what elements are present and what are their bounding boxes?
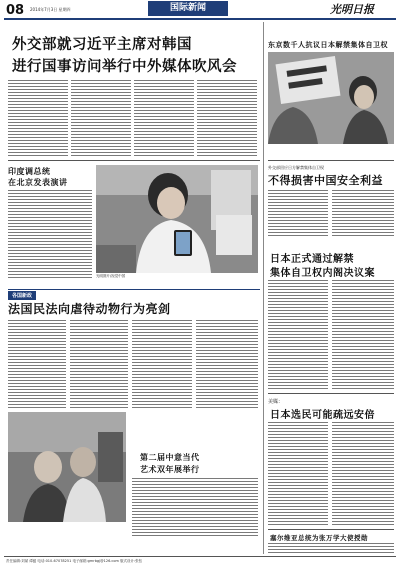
protest-headline: 东京数千人抗议日本解禁集体自卫权 — [268, 40, 388, 49]
protest-photo-art — [268, 52, 394, 144]
story2-headline-1: 日本正式通过解禁 — [270, 254, 354, 265]
story1-body-col-2 — [332, 190, 394, 236]
lead-headline-2: 进行国事访问举行中外媒体吹风会 — [12, 58, 237, 75]
story1-headline: 不得损害中国安全利益 — [268, 174, 383, 187]
page-number: 08 — [6, 3, 25, 18]
newspaper-logo: 光明日报 — [330, 3, 374, 16]
footer-rule — [4, 556, 396, 557]
art-photo-art — [8, 412, 126, 522]
story3-body-col-2 — [332, 422, 394, 526]
india-body — [8, 190, 92, 278]
brief-box-label: 各国新政 — [8, 291, 36, 300]
art-body — [132, 478, 258, 538]
photo-caption: 光明图片/视觉中国 — [96, 274, 126, 278]
lead-body-col-1 — [8, 80, 68, 158]
header-rule — [4, 18, 396, 20]
story2-body-col-2 — [332, 280, 394, 390]
column-divider — [263, 22, 264, 554]
footer-credits: 责任编辑:刘斌 谭蕴 电话:010-67078251 电子邮箱:gmrbgj@126.com 版式设计:张钰 — [6, 559, 143, 563]
law-headline: 法国民法向虐待动物行为亮剑 — [8, 302, 171, 316]
lead-body-col-4 — [197, 80, 257, 158]
story2-headline-2: 集体自卫权内阁决议案 — [270, 268, 375, 279]
photo-caption-block — [96, 274, 260, 286]
law-body-col-1 — [8, 320, 66, 408]
story3-headline: 日本选民可能疏远安倍 — [270, 410, 375, 421]
india-headline-2: 在北京发表演讲 — [8, 177, 68, 187]
law-body-col-2 — [70, 320, 128, 408]
story1-kicker: 外交部回应日方解禁集体自卫权 — [268, 165, 324, 170]
right-rule-3 — [268, 529, 394, 530]
story4-body — [268, 543, 394, 554]
lead-body-col-2 — [71, 80, 131, 158]
art-photo — [8, 412, 126, 522]
story1-body-col-1 — [268, 190, 328, 236]
law-body-col-3 — [132, 320, 192, 408]
right-rule-2 — [268, 393, 394, 394]
story4-headline: 塞尔维亚总统为张万学大使授勋 — [270, 534, 368, 542]
art-photo-caption — [8, 523, 126, 537]
lead-rule — [8, 160, 260, 161]
law-body-col-4 — [196, 320, 258, 408]
date-line: 2014年7月3日 星期四 — [30, 7, 71, 12]
protest-caption — [268, 146, 394, 156]
right-rule-1 — [268, 160, 394, 161]
art-headline-2: 艺术双年展举行 — [140, 464, 200, 474]
shopping-photo — [96, 165, 258, 273]
art-headline-1: 第二届中意当代 — [140, 452, 200, 462]
lead-headline-1: 外交部就习近平主席对韩国 — [12, 36, 192, 53]
brief-rule — [8, 289, 260, 290]
story2-body-col-1 — [268, 280, 328, 390]
section-title: 国际新闻 — [148, 1, 228, 16]
shopping-photo-art — [96, 165, 258, 273]
lead-body-col-3 — [134, 80, 194, 158]
story3-body-col-1 — [268, 422, 328, 526]
protest-photo — [268, 52, 394, 144]
india-headline-1: 印度调总统 — [8, 166, 51, 176]
story3-kicker: 美媒： — [268, 399, 284, 405]
